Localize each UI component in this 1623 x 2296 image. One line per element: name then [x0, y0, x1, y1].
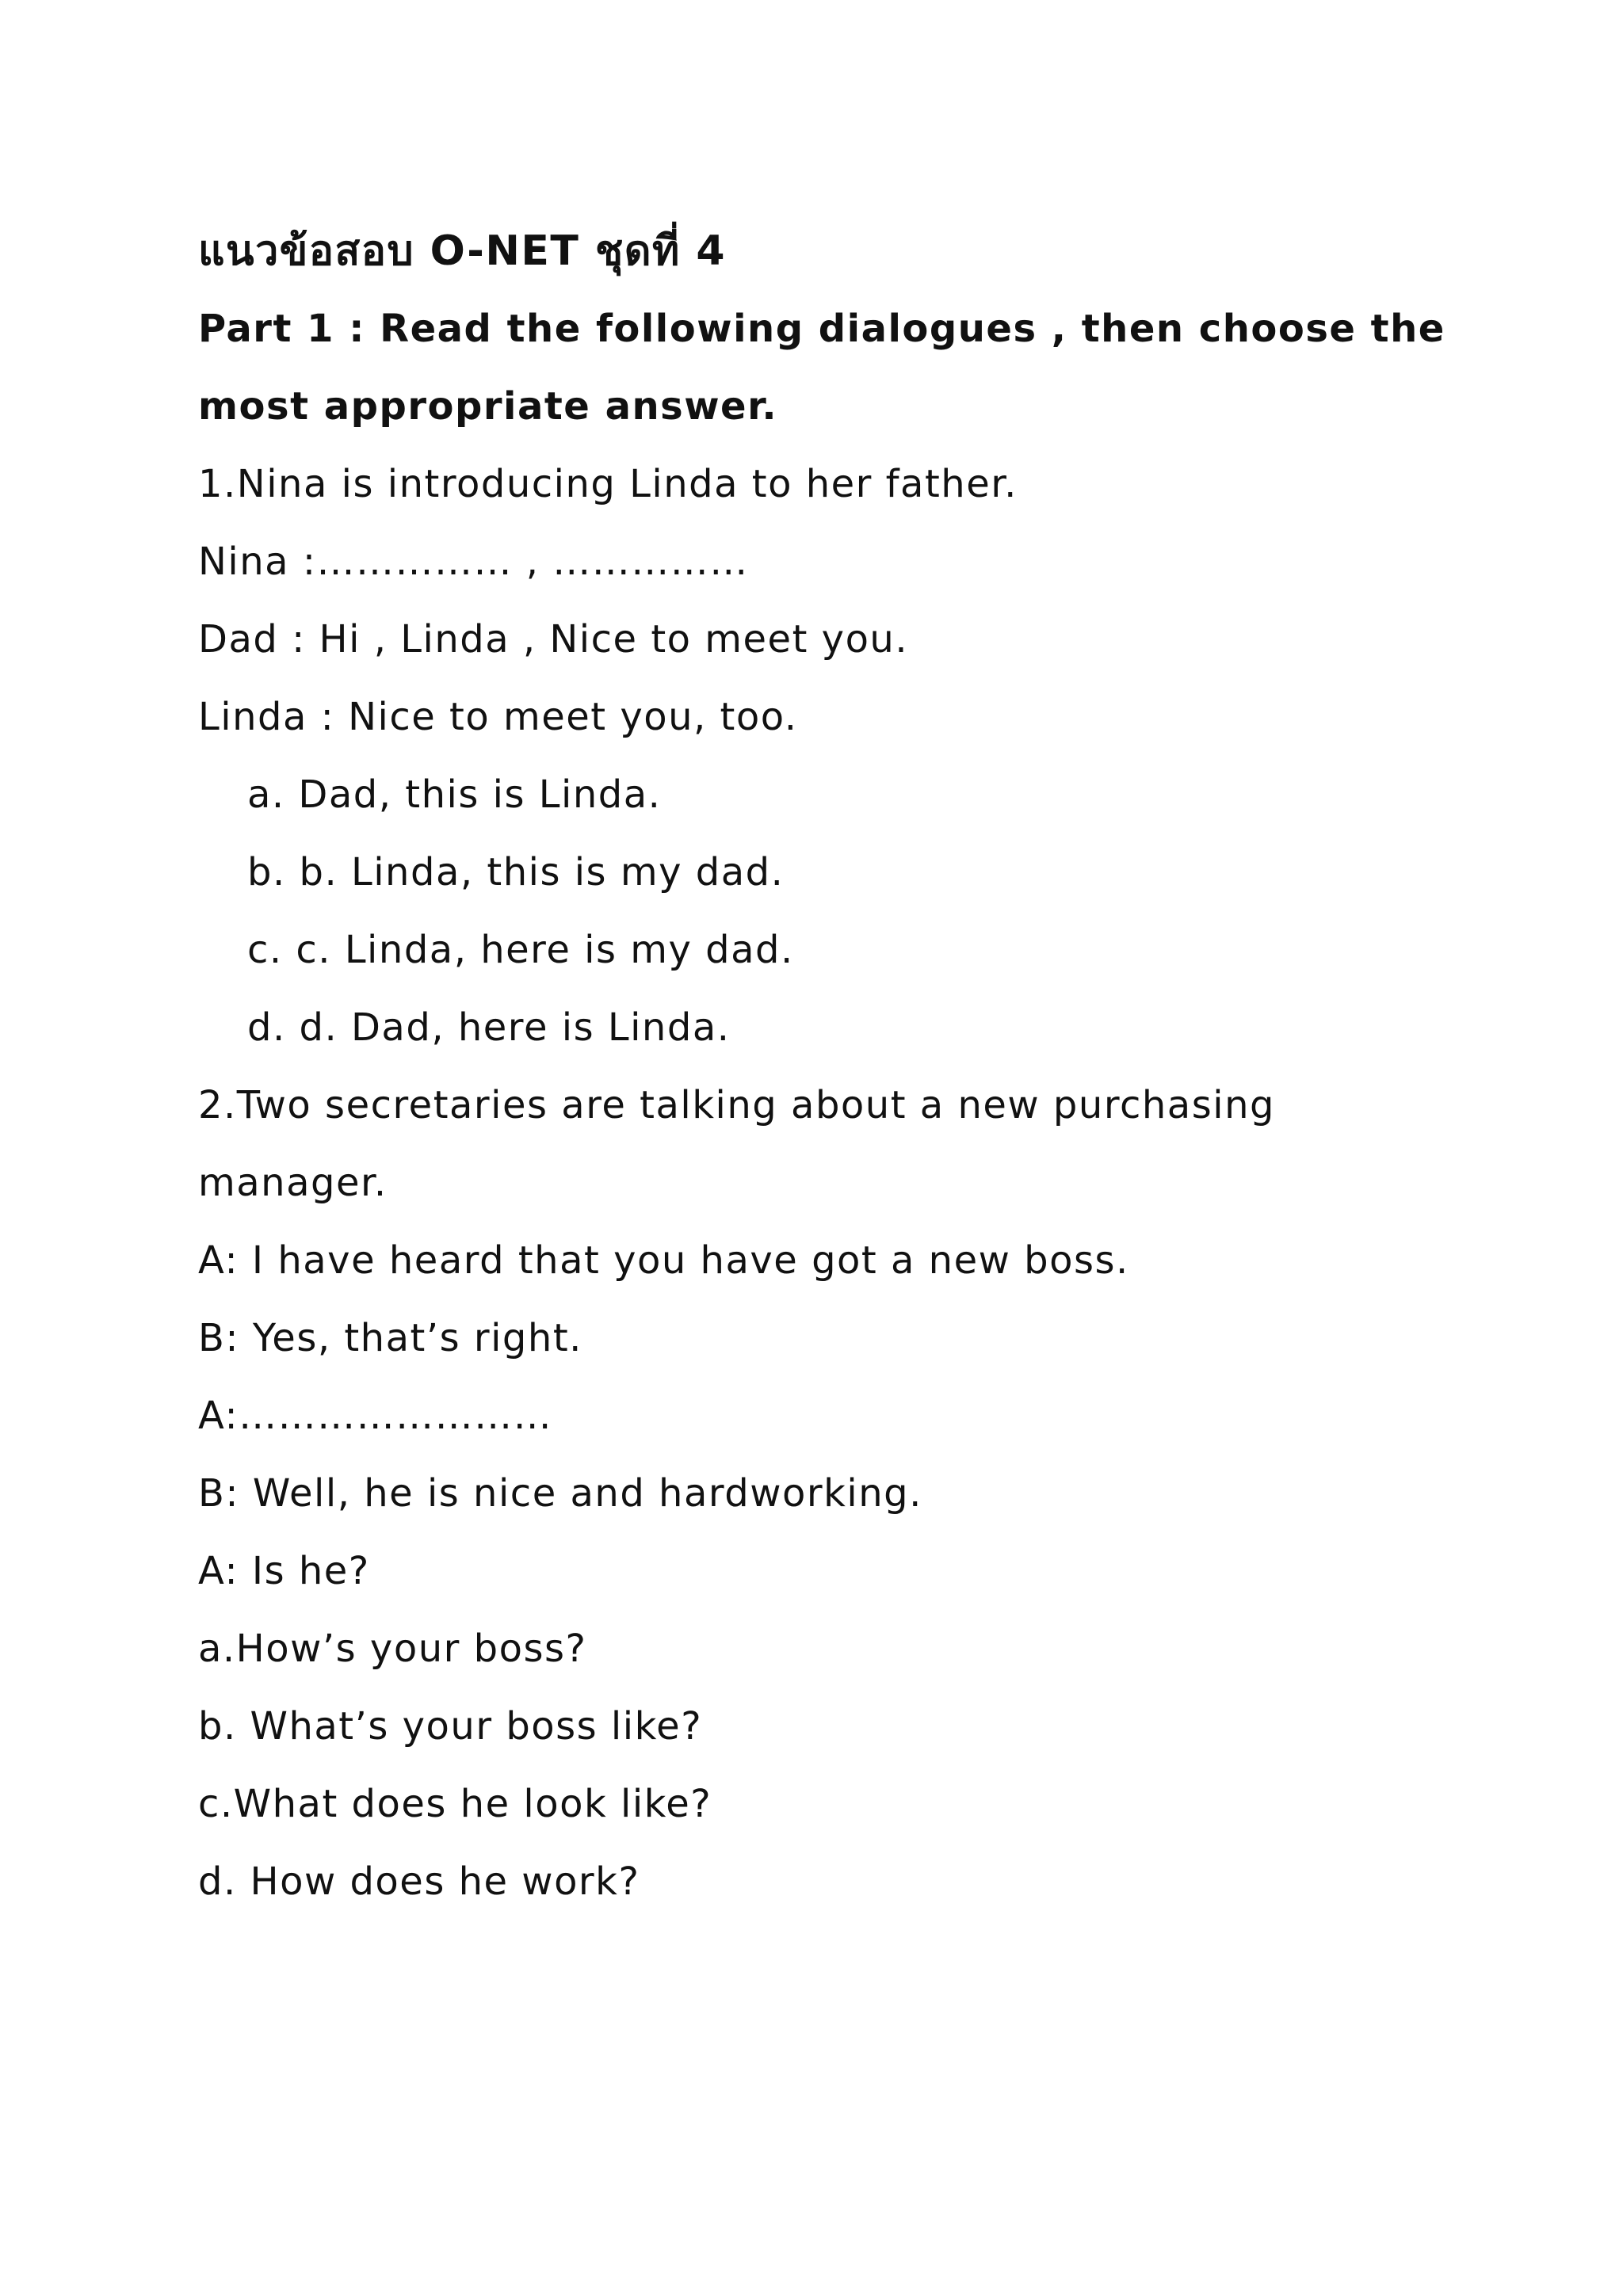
question-2-dialogue-2: B: Yes, that’s right. — [198, 1316, 582, 1360]
question-2-option-a: a.How’s your boss? — [198, 1627, 587, 1671]
question-1-option-a: a. Dad, this is Linda. — [247, 772, 662, 817]
question-1-option-d: d. d. Dad, here is Linda. — [247, 1005, 731, 1050]
instructions-line-2: most appropriate answer. — [198, 384, 778, 429]
question-1-option-c: c. c. Linda, here is my dad. — [247, 928, 794, 972]
question-2-dialogue-5: A: Is he? — [198, 1549, 370, 1593]
question-1-prompt: 1.Nina is introducing Linda to her father. — [198, 462, 1018, 506]
question-1-option-b: b. b. Linda, this is my dad. — [247, 850, 785, 894]
page-title: แนวข้อสอบ O-NET ชุดที่ 4 — [198, 227, 727, 275]
document-content — [198, 212, 1445, 1920]
question-2-dialogue-3: A:…………………… — [198, 1394, 553, 1438]
question-2-option-d: d. How does he work? — [198, 1859, 640, 1904]
question-1-dialogue-linda: Linda : Nice to meet you, too. — [198, 695, 798, 739]
instructions-line-1: Part 1 : Read the following dialogues , then choose the — [198, 307, 1445, 351]
question-2-dialogue-4: B: Well, he is nice and hardworking. — [198, 1471, 922, 1516]
question-2-option-c: c.What does he look like? — [198, 1782, 712, 1826]
question-2-option-b: b. What’s your boss like? — [198, 1704, 703, 1749]
question-1-dialogue-dad: Dad : Hi , Linda , Nice to meet you. — [198, 617, 909, 662]
question-1-dialogue-nina: Nina :…………… , …………… — [198, 540, 749, 584]
question-2-prompt-line-1: 2.Two secretaries are talking about a new purchasing — [198, 1083, 1275, 1127]
question-2-prompt-line-2: manager. — [198, 1161, 388, 1205]
question-2-dialogue-1: A: I have heard that you have got a new boss. — [198, 1238, 1129, 1283]
